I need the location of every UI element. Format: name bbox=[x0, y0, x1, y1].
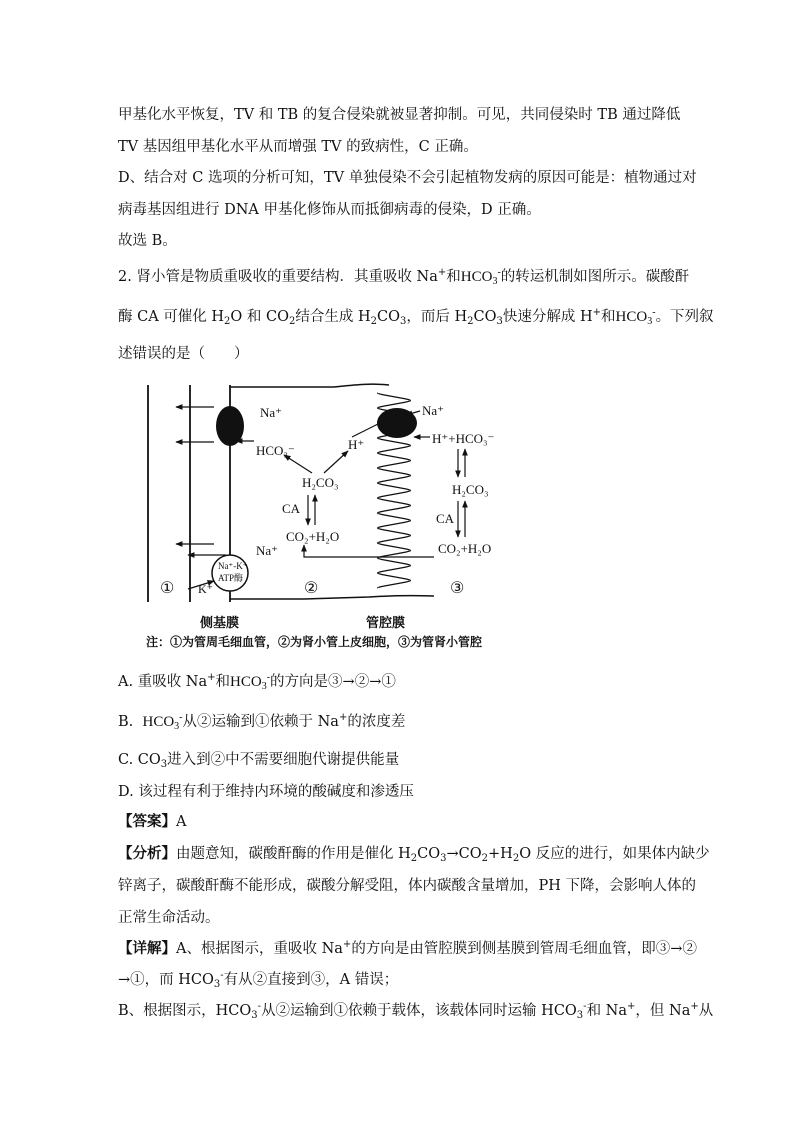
question-line: 2. 肾小管是物质重吸收的重要结构．其重吸收 Na+和$HCO_3^-$的转运机制如图所示。碳酸酐 bbox=[118, 267, 690, 287]
label-basolateral: 侧基膜 bbox=[200, 615, 240, 630]
region-2: ② bbox=[304, 580, 319, 597]
label-h2co3-right: H₂CO₃ bbox=[452, 482, 489, 497]
region-1: ① bbox=[160, 580, 175, 597]
label-h2co3-mid: H₂CO₃ bbox=[302, 475, 339, 490]
label-ca-mid: CA bbox=[282, 501, 301, 516]
text-line: 甲基化水平恢复，TV 和 TB 的复合侵染就被显著抑制。可见，共同侵染时 TB 通过降低 bbox=[118, 107, 681, 123]
label-hco3-left: HCO₃⁻ bbox=[256, 443, 295, 458]
answer-line: 【答案】A bbox=[118, 813, 187, 830]
option-b: B. $HCO_3^-$从②运输到①依赖于 Na+的浓度差 bbox=[118, 712, 406, 732]
region-3: ③ bbox=[450, 580, 465, 597]
transport-diagram bbox=[134, 377, 494, 632]
detail-line: →①，而 $HCO_3^-$有从②直接到③，A 错误； bbox=[118, 970, 399, 990]
analysis-line: 锌离子，碳酸酐酶不能形成，碳酸分解受阻，体内碳酸含量增加，PH 下降，会影响人体的 bbox=[118, 878, 697, 894]
option-c: C. $CO_3$进入到②中不需要细胞代谢提供能量 bbox=[118, 752, 400, 770]
label-na-top-right: Na⁺ bbox=[422, 403, 445, 418]
label-co2h2o-mid: CO₂+H₂O bbox=[286, 529, 340, 544]
text-line: TV 基因组甲基化水平从而增强 TV 的致病性，C 正确。 bbox=[118, 139, 478, 155]
option-a: A. 重吸收 Na+和$HCO_3^-$的方向是③→②→① bbox=[118, 672, 396, 692]
analysis-line: 【分析】由题意知，碳酸酐酶的作用是催化 $H_2CO_3\to CO_2+H_2O$ 反应的进行，如果体内缺少 bbox=[118, 845, 710, 864]
carrier-protein-right bbox=[377, 408, 417, 438]
label-k: K⁺ bbox=[198, 582, 213, 596]
text-line: 故选 B。 bbox=[118, 233, 177, 249]
detail-line: 【详解】A、根据图示，重吸收 Na+的方向是由管腔膜到侧基膜到管周毛细血管，即③→② bbox=[118, 939, 697, 957]
label-co2h2o-right: CO₂+H₂O bbox=[438, 541, 492, 556]
label-na-top-left: Na⁺ bbox=[260, 405, 283, 420]
figure-note: 注：①为管周毛细血管，②为肾小管上皮细胞，③为管肾小管腔 bbox=[146, 635, 483, 649]
text-line: D、结合对 C 选项的分析可知，TV 单独侵染不会引起植物发病的原因可能是：植物通过对 bbox=[118, 170, 697, 186]
label-ca-right: CA bbox=[436, 511, 455, 526]
question-line: 酶 CA 可催化 $H_2O$ 和 $CO_2$结合生成 $H_2CO_3$，而后 $H_2CO_3$快速分解成 H+和$HCO_3^-$。下列叙 bbox=[118, 307, 714, 327]
label-h-plus: H⁺ bbox=[348, 437, 365, 452]
label-luminal: 管腔膜 bbox=[366, 615, 406, 630]
carrier-protein-left bbox=[216, 406, 244, 446]
question-line: 述错误的是（ ） bbox=[118, 346, 249, 362]
text-line: 病毒基因组进行 DNA 甲基化修饰从而抵御病毒的侵染，D 正确。 bbox=[118, 202, 541, 218]
analysis-line: 正常生命活动。 bbox=[118, 910, 220, 926]
pump-label: ATP酶 bbox=[218, 573, 244, 583]
label-h-hco3-right: H⁺+HCO₃⁻ bbox=[432, 431, 494, 446]
detail-line: B、根据图示，$HCO_3^-$从②运输到①依赖于载体，该载体同时运输 $HCO_3^-$和 Na+，但 Na+从 bbox=[118, 1001, 714, 1021]
option-d: D. 该过程有利于维持内环境的酸碱度和渗透压 bbox=[118, 784, 414, 800]
pump-label: Na⁺-K⁺ bbox=[218, 561, 248, 571]
label-na-bottom: Na⁺ bbox=[256, 543, 279, 558]
